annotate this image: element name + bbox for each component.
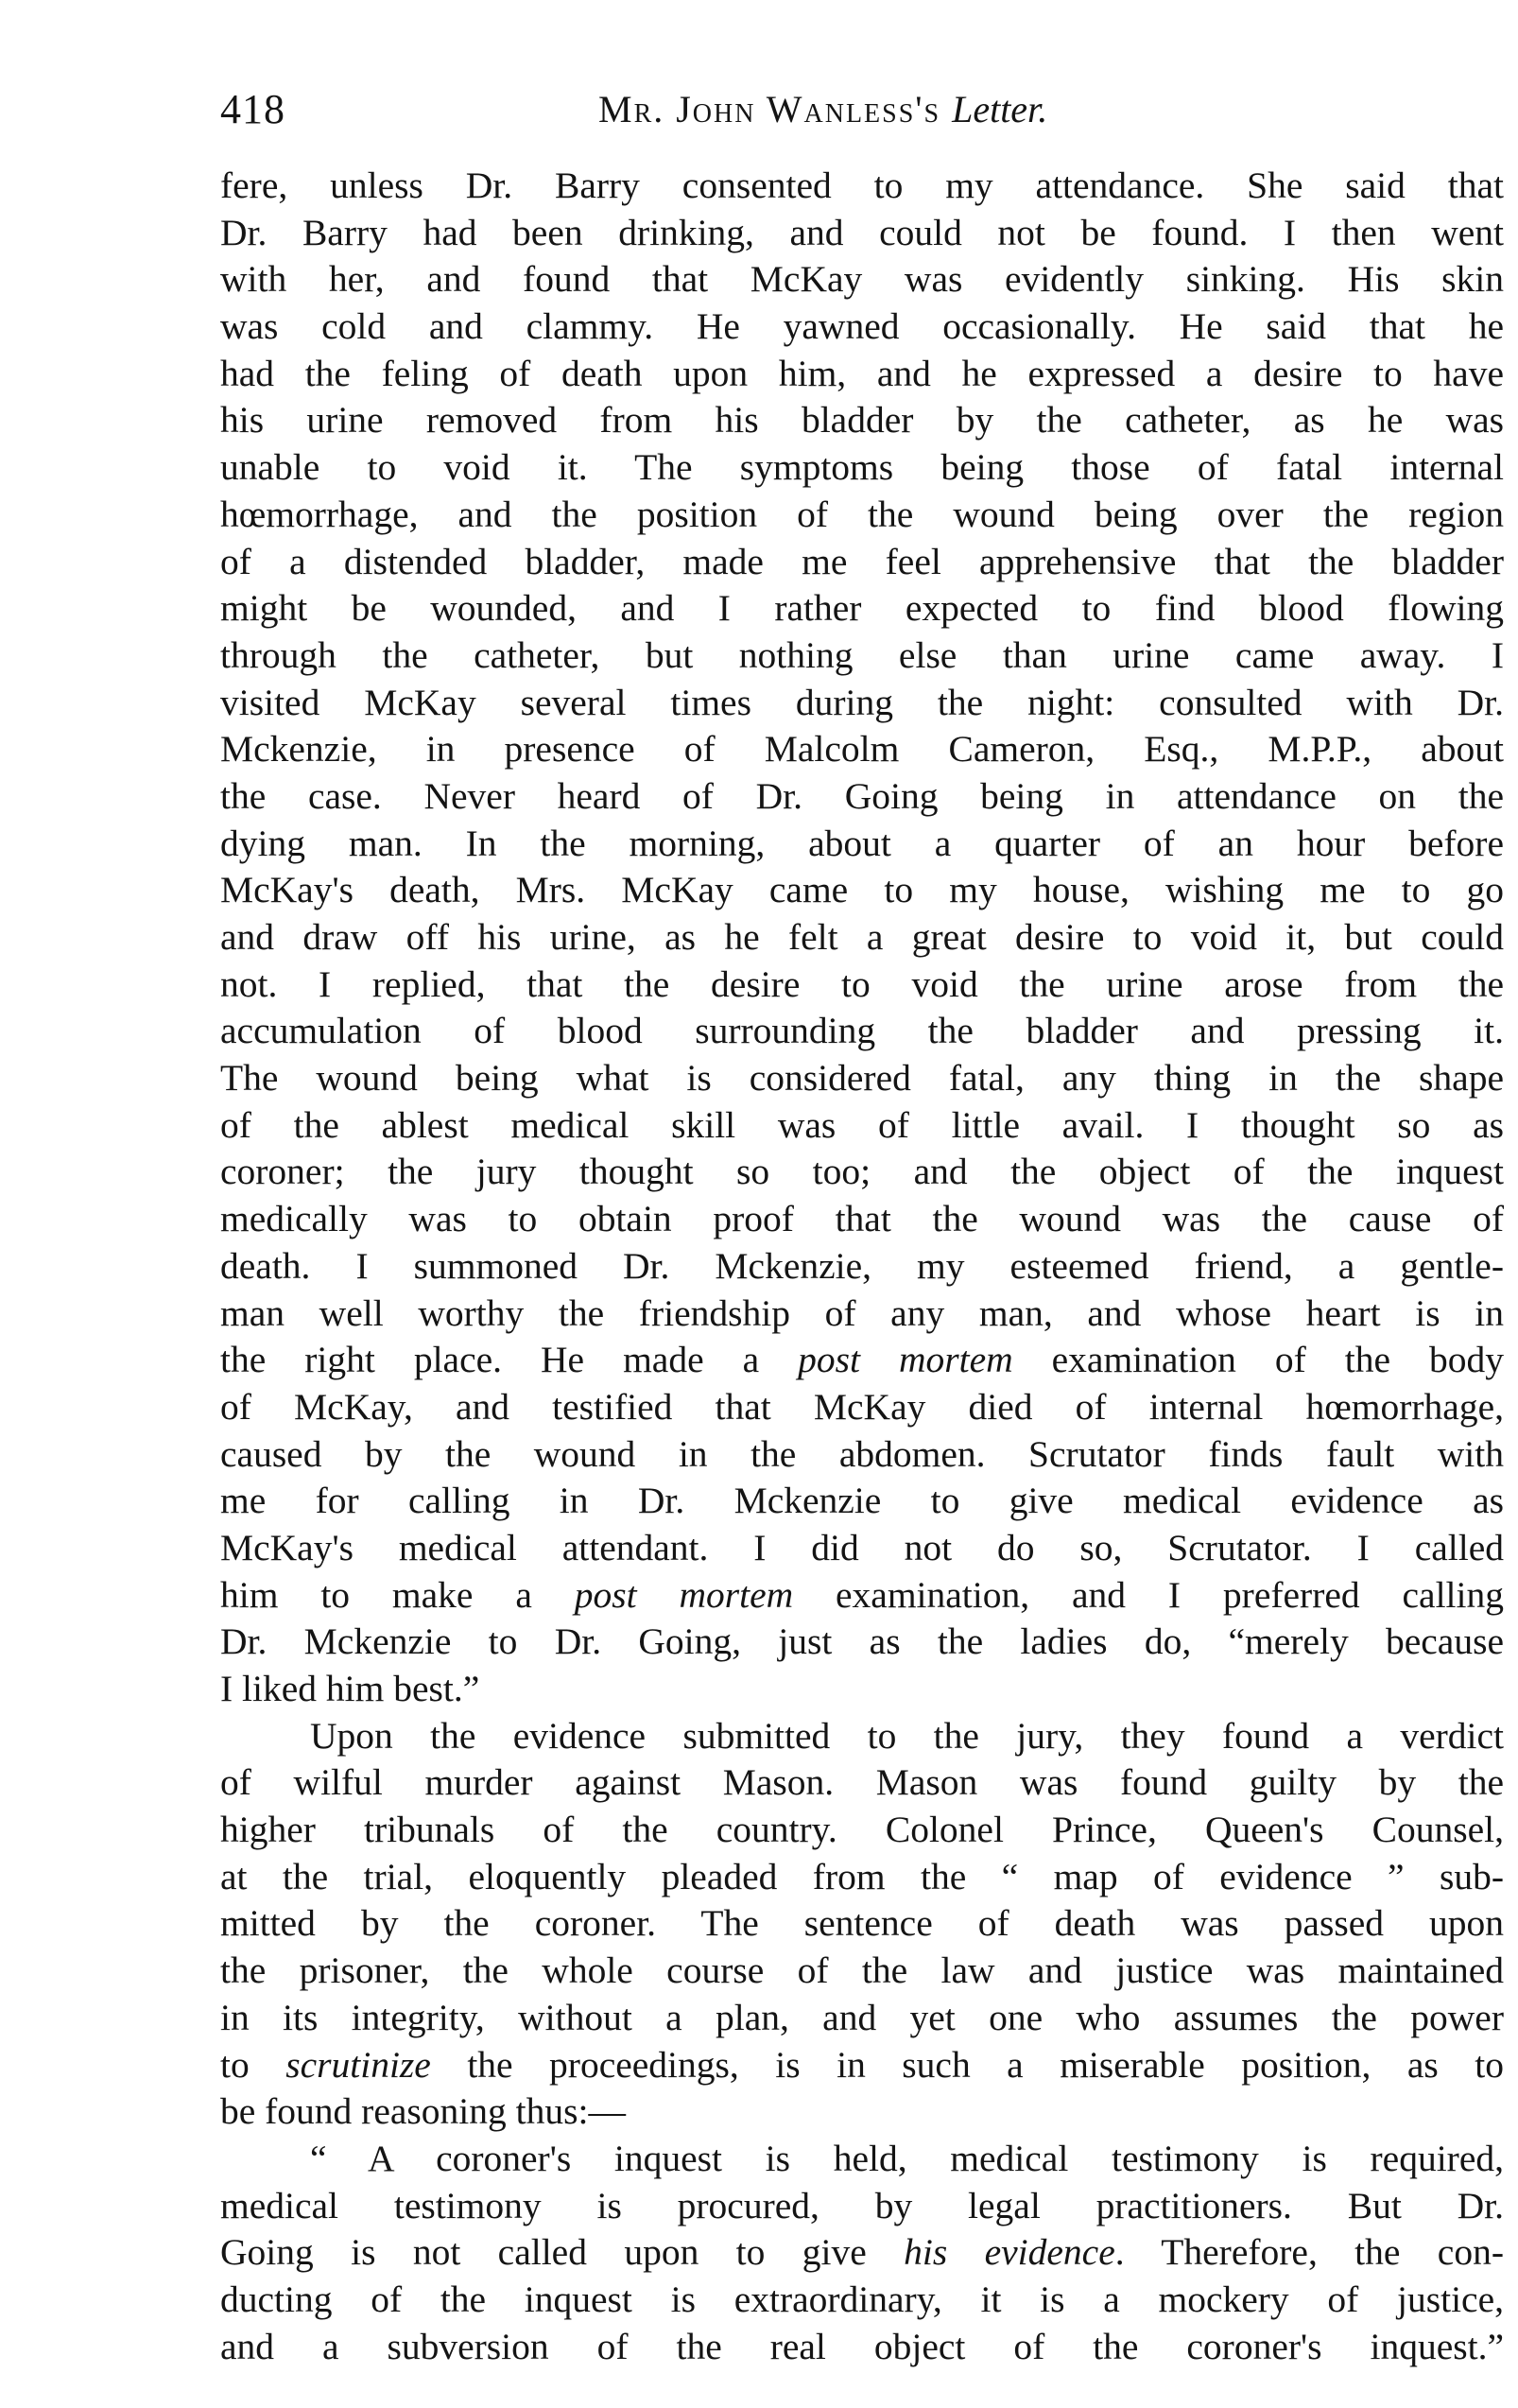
text-line: the case. Never heard of Dr. Going being in attendance on the [220,774,1504,817]
text-line: through the catheter, but nothing else than urine came away. I [220,633,1504,676]
quote-start-line: “ A coroner's inquest is held, medical testimony is required, [310,2137,1504,2179]
text-line: medical testimony is procured, by legal practitioners. But Dr. [220,2184,1504,2226]
text-line: of McKay, and testified that McKay died of internal hœmorrhage, [220,1385,1504,1428]
text-line: his urine removed from his bladder by the catheter, as he was [220,399,1504,442]
text-line: and draw off his urine, as he felt a great desire to void it, but could [220,916,1504,958]
text-line: Dr. Barry had been drinking, and could not be found. I then went [220,211,1504,253]
text-line: the prisoner, the whole course of the law and justice was maintained [220,1949,1504,1992]
header-title [598,81,1047,138]
header-title-italic: Letter. [952,88,1048,130]
text-line: me for calling in Dr. Mckenzie to give medical evidence as [220,1480,1504,1522]
text-line: Dr. Mckenzie to Dr. Going, just as the ladies do, “merely because [220,1620,1504,1663]
text-line: medically was to obtain proof that the wound was the cause of [220,1198,1504,1240]
text-line: in its integrity, without a plan, and yet one who assumes the power [220,1996,1504,2038]
text-line: McKay's death, Mrs. McKay came to my house, wishing me to go [220,869,1504,911]
paragraph-start-line: Upon the evidence submitted to the jury, they found a verdict [310,1714,1504,1757]
text-line: at the trial, eloquently pleaded from the “ map of evidence ” sub- [220,1855,1504,1897]
text-line: of the ablest medical skill was of little avail. I thought so as [220,1103,1504,1146]
text-line: to scrutinize the proceedings, is in such a miserable position, as to [220,2043,1504,2086]
text-line: him to make a post mortem examination, and I preferred calling [220,1573,1504,1616]
running-head [220,81,1490,138]
text-line: I liked him best.” [220,1668,480,1709]
italic-phrase: his evidence [904,2231,1115,2274]
text-line: mitted by the coroner. The sentence of death was passed upon [220,1902,1504,1945]
text-line: fere, unless Dr. Barry consented to my attendance. She said that [220,165,1504,206]
text-line: had the feling of death upon him, and he expressed a desire to have [220,352,1504,394]
text-line: caused by the wound in the abdomen. Scrutator finds fault with [220,1432,1504,1475]
text-line: be found reasoning thus:— [220,2090,626,2133]
text-line: the right place. He made a post mortem examination of the body [220,1339,1504,1381]
text-line: death. I summoned Dr. Mckenzie, my esteemed friend, a gentle- [220,1244,1504,1287]
text-line: accumulation of blood surrounding the bladder and pressing it. [220,1010,1504,1052]
body-text [220,163,1504,2370]
italic-phrase: post mortem [798,1339,1013,1381]
text-line: of a distended bladder, made me feel apprehensive that the bladder [220,540,1504,582]
text-line: Mckenzie, in presence of Malcolm Cameron, Esq., M.P.P., about [220,728,1504,771]
text-line: The wound being what is considered fatal, any thing in the shape [220,1057,1504,1100]
text-line: of wilful murder against Mason. Mason was found guilty by the [220,1761,1504,1804]
italic-phrase: post mortem [574,1573,794,1616]
text-line: Going is not called upon to give his evidence. Therefore, the con- [220,2231,1504,2274]
text-line: was cold and clammy. He yawned occasionally. He said that he [220,305,1504,348]
text-line: unable to void it. The symptoms being those of fatal internal [220,446,1504,489]
text-line: man well worthy the friendship of any man, and whose heart is in [220,1291,1504,1334]
text-line: McKay's medical attendant. I did not do so, Scrutator. I called [220,1526,1504,1568]
italic-phrase: scrutinize [285,2043,431,2086]
text-line: higher tribunals of the country. Colonel Prince, Queen's Counsel, [220,1809,1504,1851]
text-line: might be wounded, and I rather expected to find blood flowing [220,587,1504,630]
text-line: with her, and found that McKay was evidently sinking. His skin [220,258,1504,301]
text-line: ducting of the inquest is extraordinary, it is a mockery of justice, [220,2278,1504,2320]
text-line: visited McKay several times during the night: consulted with Dr. [220,681,1504,723]
page-number: 418 [220,86,285,132]
text-line: dying man. In the morning, about a quarter of an hour before [220,822,1504,864]
header-title-main: Mr. John Wanless's [598,88,941,130]
text-line: not. I replied, that the desire to void the urine arose from the [220,962,1504,1005]
text-line: hœmorrhage, and the position of the wound being over the region [220,493,1504,535]
text-line: coroner; the jury thought so too; and the object of the inquest [220,1151,1504,1193]
text-line: and a subversion of the real object of the coroner's inquest.” [220,2325,1504,2367]
